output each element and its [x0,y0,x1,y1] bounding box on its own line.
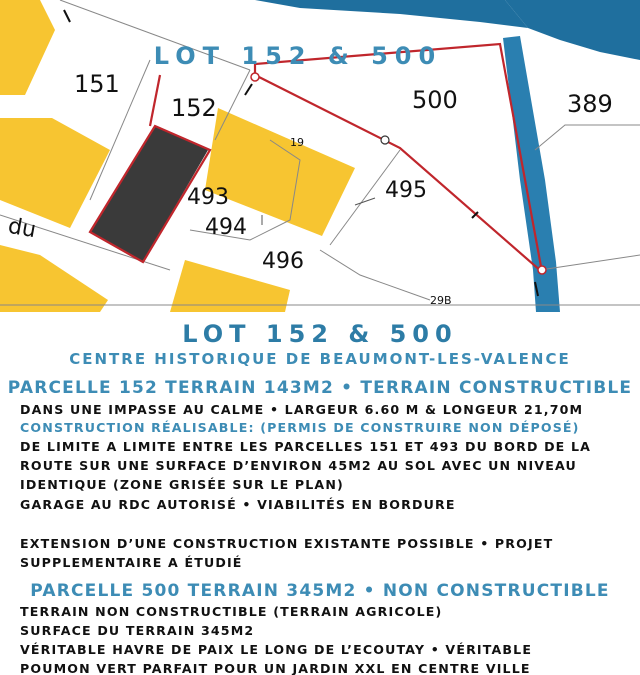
parcel-label-494: 494 [205,215,247,240]
parcel-152-line-5: IDENTIQUE (ZONE GRISÉE SUR LE PLAN) [20,477,344,492]
parcel-500-line-2: SURFACE DU TERRAIN 345M2 [20,623,255,638]
parcel-label-495: 495 [385,178,427,203]
cadastral-map [0,0,640,312]
parcel-500-line-3: VÉRITABLE HAVRE DE PAIX LE LONG DE L’ECOUTAY • VÉRITABLE [20,642,533,657]
listing-subtitle: CENTRE HISTORIQUE DE BEAUMONT-LES-VALENCE [69,350,571,368]
parcel-label-152: 152 [171,94,217,122]
building-left-bottom [0,245,108,312]
listing-description [0,312,640,675]
parcel-label-493: 493 [187,185,229,210]
parcel-label-496: 496 [262,249,304,274]
parcel-label-151: 151 [74,70,120,98]
parcel-500-line-4: POUMON VERT PARFAIT POUR UN JARDIN XXL EN CENTRE VILLE [20,661,531,675]
parcel-label-29b: 29B [430,294,452,307]
parcel-label-500: 500 [412,86,458,114]
street-name-fragment: du [6,213,38,244]
extension-line-2: SUPPLEMENTAIRE A ÉTUDIÉ [20,555,243,570]
parcel-152-line-6: GARAGE AU RDC AUTORISÉ • VIABILITÉS EN BORDURE [20,497,456,512]
parcel-label-389: 389 [567,90,613,118]
parcel-label-19: 19 [290,136,304,149]
parcel-152-line-3: DE LIMITE A LIMITE ENTRE LES PARCELLES 151 ET 493 DU BORD DE LA [20,439,592,454]
parcel-152-heading: PARCELLE 152 TERRAIN 143M2 • TERRAIN CONSTRUCTIBLE [7,378,633,398]
parcel-500-line-1: TERRAIN NON CONSTRUCTIBLE (TERRAIN AGRICOLE) [20,604,443,619]
parcel-152-line-4: ROUTE SUR UNE SURFACE D’ENVIRON 45M2 AU SOL AVEC UN NIVEAU [20,458,577,473]
extension-line-1: EXTENSION D’UNE CONSTRUCTION EXISTANTE POSSIBLE • PROJET [20,536,554,551]
map-overlay-title: LOT 152 & 500 [153,42,443,70]
river-channel [503,36,560,312]
listing-title: LOT 152 & 500 [182,320,458,348]
parcel-152-line-1: DANS UNE IMPASSE AU CALME • LARGEUR 6.60 M & LONGEUR 21,70M [20,402,584,417]
parcel-152-line-2: CONSTRUCTION RÉALISABLE: (PERMIS DE CONSTRUIRE NON DÉPOSÉ) [20,420,580,435]
building-left-mid [0,118,110,228]
river-upper-band [255,0,528,28]
parcel-500-heading: PARCELLE 500 TERRAIN 345M2 • NON CONSTRUCTIBLE [30,581,610,601]
